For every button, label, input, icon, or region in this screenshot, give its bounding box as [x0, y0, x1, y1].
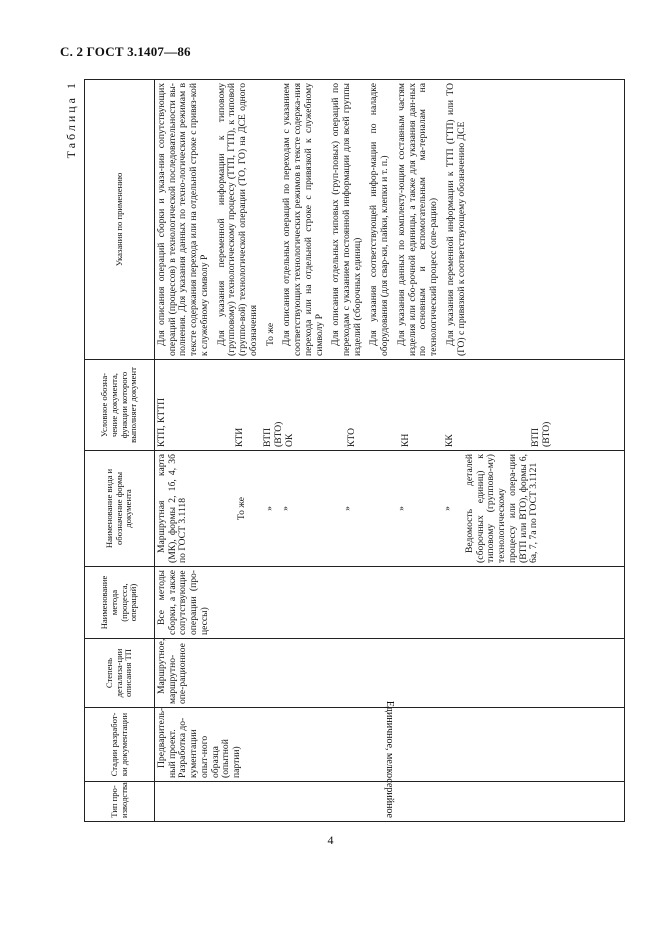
header-instructions: Указания по применению [85, 80, 155, 360]
rotated-table-container [64, 80, 625, 822]
cell-documents [155, 451, 625, 567]
table-caption: Таблица 1 [64, 80, 78, 159]
document-entry: » [280, 506, 291, 511]
document-code: КК [444, 434, 455, 447]
document-code: КТП, КТТП [156, 397, 167, 447]
document-code: ВТП (ВТО) [262, 421, 284, 447]
page-number: 4 [327, 833, 334, 847]
instruction-entry: Для описания отдельных операций по переходам с указанием соответствующих технологических режимов в тексте содержа-ния перехода или на отдельной строке с привязкой к служебному символу Р [281, 83, 325, 356]
document-entry: То же [236, 496, 247, 521]
page-header: С. 2 ГОСТ 3.1407—86 [60, 44, 191, 59]
document-entry: » [264, 506, 275, 511]
main-table [84, 79, 625, 822]
document-code: КТО [346, 427, 357, 447]
document-entry: » [442, 506, 453, 511]
cell-detail-level [155, 639, 625, 708]
document-entry: » [396, 506, 407, 511]
document-code: ОК [284, 433, 295, 447]
document-entry: » [342, 506, 353, 511]
instruction-entry: Для описания отдельных типовых (груп-повых) операций по переходам с указанием постоянной информации для всей группы изделий (сборочных единиц) [330, 83, 363, 356]
cell-codes [155, 360, 625, 451]
header-document-code: Условное обозна-чение документа, функции которого выполняет документ [85, 360, 155, 451]
document-entry: Ведомость деталей (сборочных единиц) к типовому (группово-му) технологическому процессу или опера-ции (ВТП или ВТО), формы 6, 6а, 7, 7а по ГОСТ 3.1121 [464, 454, 540, 563]
header-stages: Стадии разработ-ки документации [85, 708, 155, 782]
document-code: ВТП (ВТО) [530, 421, 552, 447]
document-code: КТИ [234, 427, 245, 447]
header-detail-level: Степень детализа-ции описания ТП [85, 639, 155, 708]
header-document-form: Наименование вида и обозначение формы документа [85, 451, 155, 567]
instruction-entry: Для указания данных по комплекту-ющим составным частям изделия или сбо-рочной единицы, а также для указания дан-ных по основным и вспомогательным ма-териалам на технологический процесс (опе-рацию) [395, 83, 440, 356]
table-header-row [85, 80, 155, 822]
detail-level-text: Маршрутное, маршрутно-опе-рационное [156, 638, 189, 704]
table-row [155, 80, 625, 822]
header-production-type: Тип про-изводства [85, 782, 155, 822]
stages-text: Предваритель-ный проект. Разработка до-кументации опыт-ного образца (опытной партии) [156, 707, 243, 778]
instruction-entry: То же [264, 322, 276, 346]
cell-method [155, 567, 625, 639]
instruction-entry: Для описания операций сборки и указа-ния сопутствующих операций (процессов) в технологической последовательности вы-полнения. Для указания данных по техно-логическим режимам в тексте содержания перехода или на отдельной строке с привяз-кой к служебному символу Р [156, 83, 210, 356]
cell-instructions [155, 80, 625, 360]
production-type-text: Единичное, мелкосерийное [384, 700, 396, 818]
document-code: КН [400, 433, 411, 447]
instruction-entry: Для указания переменной информации к ТТП (ГТП) или ТО (ГО) с привязкой к соответствующему обозначению ДСЕ [444, 83, 467, 356]
method-text: Все методы сборки, а также сопутствующие операции (про-цессы) [156, 570, 210, 635]
header-method: Наименование метода (процесса, операций) [85, 567, 155, 639]
instruction-entry: Для указания соответствующей инфор-мации по наладке оборудования (для свар-ки, пайки, клепки и т. п.) [368, 83, 391, 356]
document-entry: Маршрутная карта (МК), формы 2, 1б, 4, 3б по ГОСТ 3.1118 [156, 454, 189, 563]
instruction-entry: Для указания переменной информации к типовому (групповому) технологическому процессу (ТТП, ГТП), к типовой (группо-вой) технологической операции (ТО, ГО) на ДСЕ одного обозначения [215, 83, 259, 356]
